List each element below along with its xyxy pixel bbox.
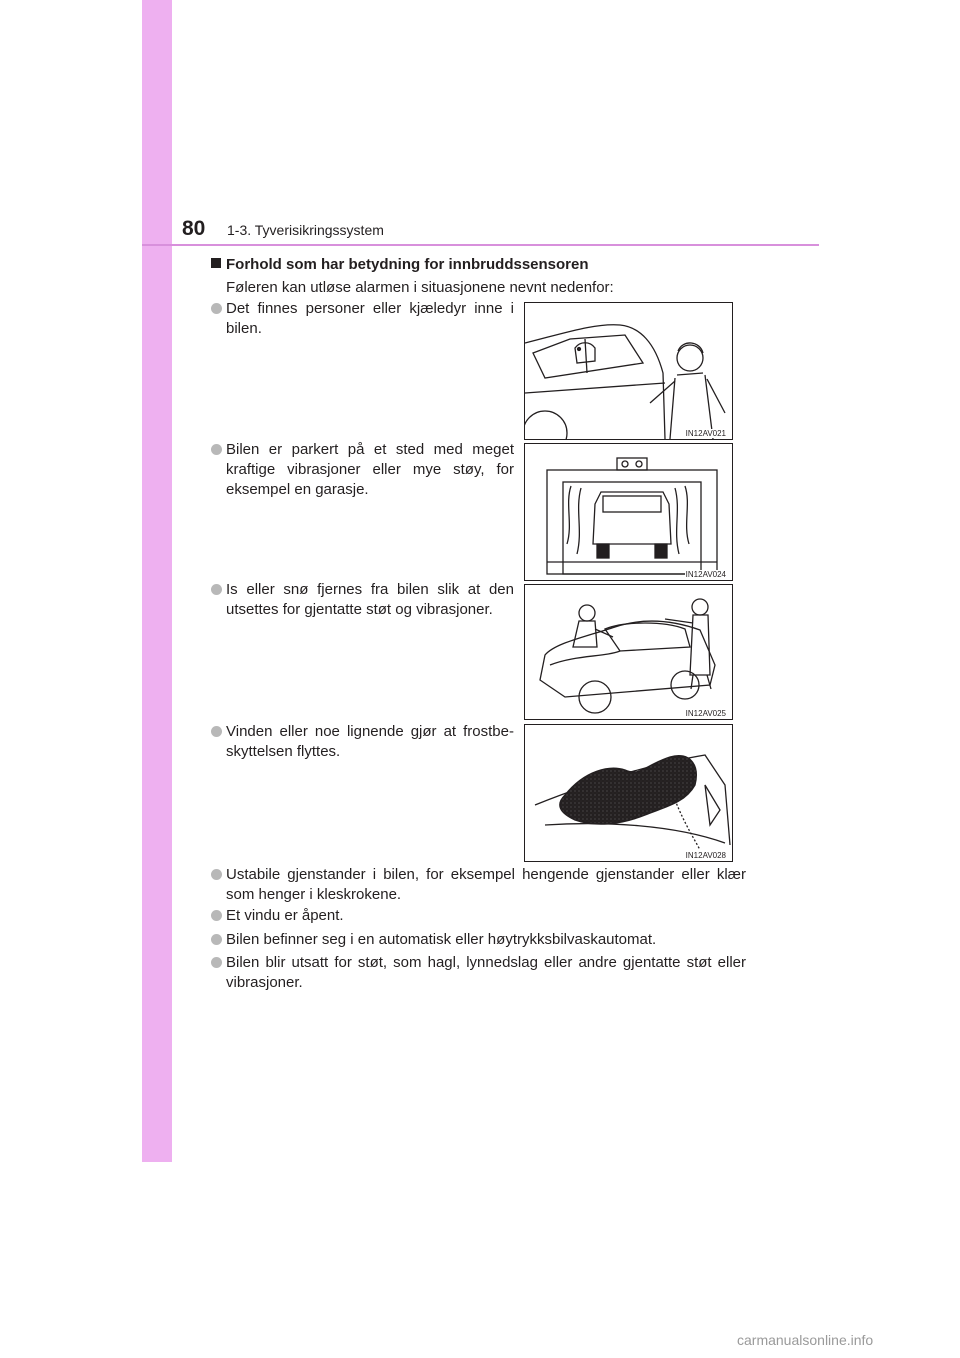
list-item <box>211 906 746 926</box>
page-number: 80 <box>182 217 206 240</box>
list-item <box>211 865 746 905</box>
image-code: IN12AV025 <box>685 709 726 718</box>
list-item <box>211 440 514 500</box>
list-item <box>211 580 514 620</box>
header-rule <box>142 244 819 246</box>
list-item-text: Et vindu er åpent. <box>226 907 344 924</box>
bullet-icon <box>211 934 222 945</box>
list-item-text: Vinden eller noe lignende gjør at frostbe-skyttelsen flyttes. <box>226 723 514 760</box>
section-intro: Føleren kan utløse alarmen i situasjonene nevnt nedenfor: <box>226 279 614 296</box>
list-item-text: Ustabile gjenstander i bilen, for eksempel hengende gjenstander eller klær som henger i kleskrokene. <box>226 866 746 903</box>
section-title-text: Forhold som har betydning for innbruddssensoren <box>226 256 589 273</box>
snow-removal-illustration <box>524 584 733 720</box>
bullet-icon <box>211 584 222 595</box>
list-item-text: Bilen befinner seg i en automatisk eller høytrykksbilvaskautomat. <box>226 931 657 948</box>
list-item-text: Bilen er parkert på et sted med meget kraftige vibrasjoner eller mye støy, for eksempel en garasje. <box>226 441 514 498</box>
list-item <box>211 299 514 339</box>
bullet-icon <box>211 444 222 455</box>
frost-cover-illustration <box>524 724 733 862</box>
bullet-icon <box>211 303 222 314</box>
square-marker-icon <box>211 258 221 268</box>
list-item <box>211 722 514 762</box>
image-code: IN12AV024 <box>685 570 726 579</box>
bullet-icon <box>211 910 222 921</box>
bullet-icon <box>211 869 222 880</box>
section-heading <box>211 256 589 273</box>
list-item <box>211 953 746 993</box>
list-item-text: Is eller snø fjernes fra bilen slik at den utsettes for gjentatte støt og vibrasjoner. <box>226 581 514 618</box>
bullet-icon <box>211 726 222 737</box>
list-item-text: Bilen blir utsatt for støt, som hagl, lynnedslag eller andre gjentatte støt eller vibrasjoner. <box>226 954 746 991</box>
side-color-band <box>142 0 172 1162</box>
list-item <box>211 930 746 950</box>
watermark: carmanualsonline.info <box>737 1332 874 1348</box>
list-item-text: Det finnes personer eller kjæledyr inne i bilen. <box>226 300 514 337</box>
car-wash-garage-illustration <box>524 443 733 581</box>
image-code: IN12AV028 <box>685 851 726 860</box>
person-dog-in-car-illustration <box>524 302 733 440</box>
image-code: IN12AV021 <box>685 429 726 438</box>
chapter-title: 1-3. Tyverisikringssystem <box>227 222 384 238</box>
bullet-icon <box>211 957 222 968</box>
